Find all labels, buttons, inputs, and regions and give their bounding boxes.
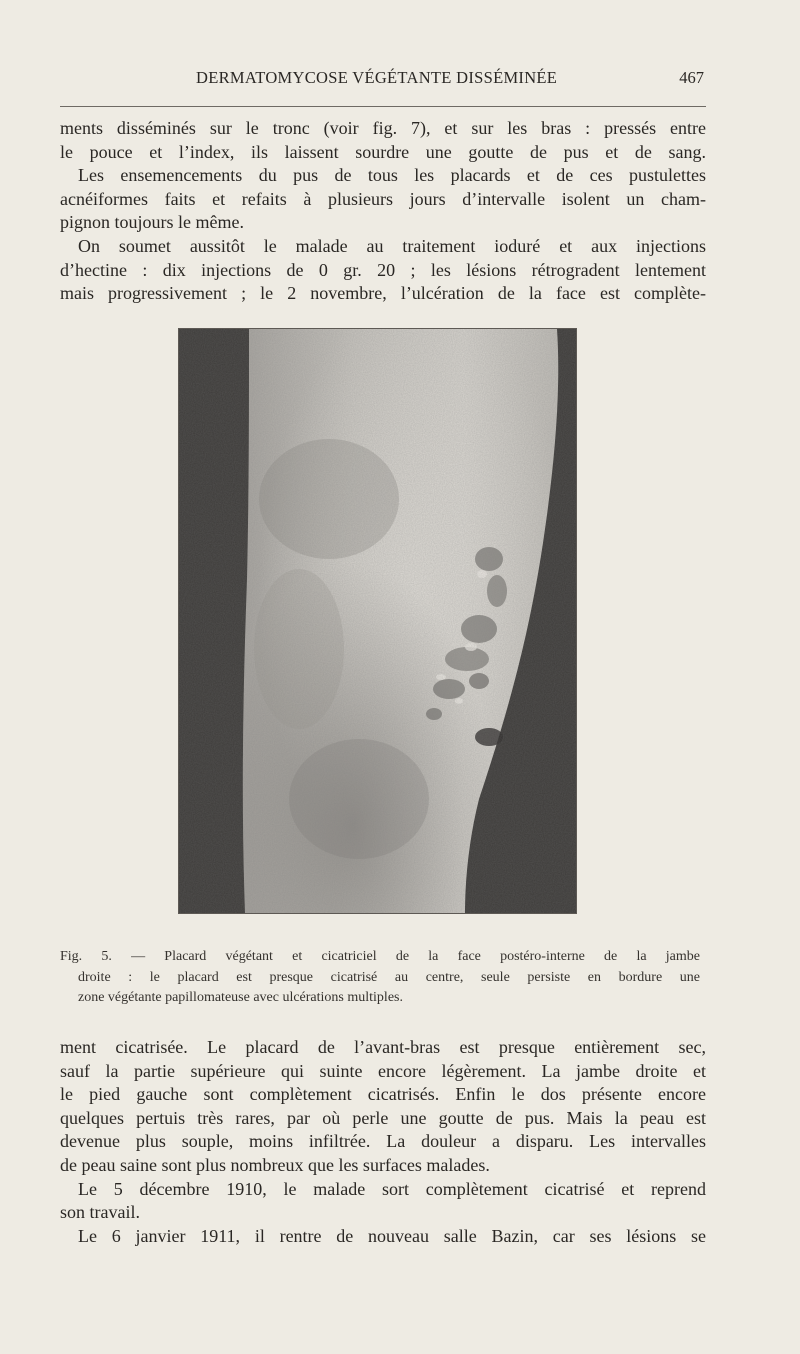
text-line: d’hectine : dix injections de 0 gr. 20 ; les lésions rétrogradent lentement — [60, 259, 706, 280]
text-line: de peau saine sont plus nombreux que les surfaces malades. — [60, 1154, 490, 1175]
text-line: sauf la partie supérieure qui suinte encore légèrement. La jambe droite et — [60, 1060, 706, 1081]
text-line: son travail. — [60, 1202, 140, 1223]
text-line: le pied gauche sont complètement cicatrisés. Enfin le dos présente encore — [60, 1084, 706, 1105]
caption-line: Fig. 5. — Placard végétant et cicatriciel de la face postéro-interne de la jambe — [60, 949, 700, 964]
text-line: On soumet aussitôt le malade au traitement ioduré et aux injections — [78, 235, 706, 256]
text-line: pignon toujours le même. — [60, 212, 244, 233]
text-line: Le 5 décembre 1910, le malade sort complètement cicatrisé et reprend — [78, 1178, 706, 1199]
page-header — [60, 62, 706, 107]
caption-line: droite : le placard est presque cicatrisé au centre, seule persiste en bordure une — [78, 969, 700, 985]
body-text-top — [60, 117, 706, 306]
text-line: ments disséminés sur le tronc (voir fig. 7), et sur les bras : pressés entre — [60, 118, 706, 138]
figure-caption — [60, 947, 700, 1009]
text-line: Le 6 janvier 1911, il rentre de nouveau salle Bazin, car ses lésions se — [78, 1225, 706, 1246]
text-line: le pouce et l’index, ils laissent sourdre une goutte de pus et de sang. — [60, 141, 706, 162]
text-line: acnéiformes faits et refaits à plusieurs jours d’intervalle isolent un cham- — [60, 188, 706, 209]
running-title: DERMATOMYCOSE VÉGÉTANTE DISSÉMINÉE — [196, 68, 558, 87]
leg-lesion-photo — [179, 329, 576, 913]
page-number: 467 — [679, 68, 704, 87]
text-line: mais progressivement ; le 2 novembre, l’ulcération de la face est complète- — [60, 283, 706, 304]
figure-photograph — [178, 328, 577, 914]
text-line: ment cicatrisée. Le placard de l’avant-bras est presque entièrement sec, — [60, 1037, 706, 1057]
text-line: Les ensemencements du pus de tous les placards et de ces pustulettes — [78, 165, 706, 186]
body-text-bottom — [60, 1036, 706, 1248]
caption-line: zone végétante papillomateuse avec ulcérations multiples. — [78, 990, 403, 1005]
text-line: quelques pertuis très rares, par où perle une goutte de pus. Mais la peau est — [60, 1107, 706, 1128]
text-line: devenue plus souple, moins infiltrée. La douleur a disparu. Les intervalles — [60, 1131, 706, 1152]
